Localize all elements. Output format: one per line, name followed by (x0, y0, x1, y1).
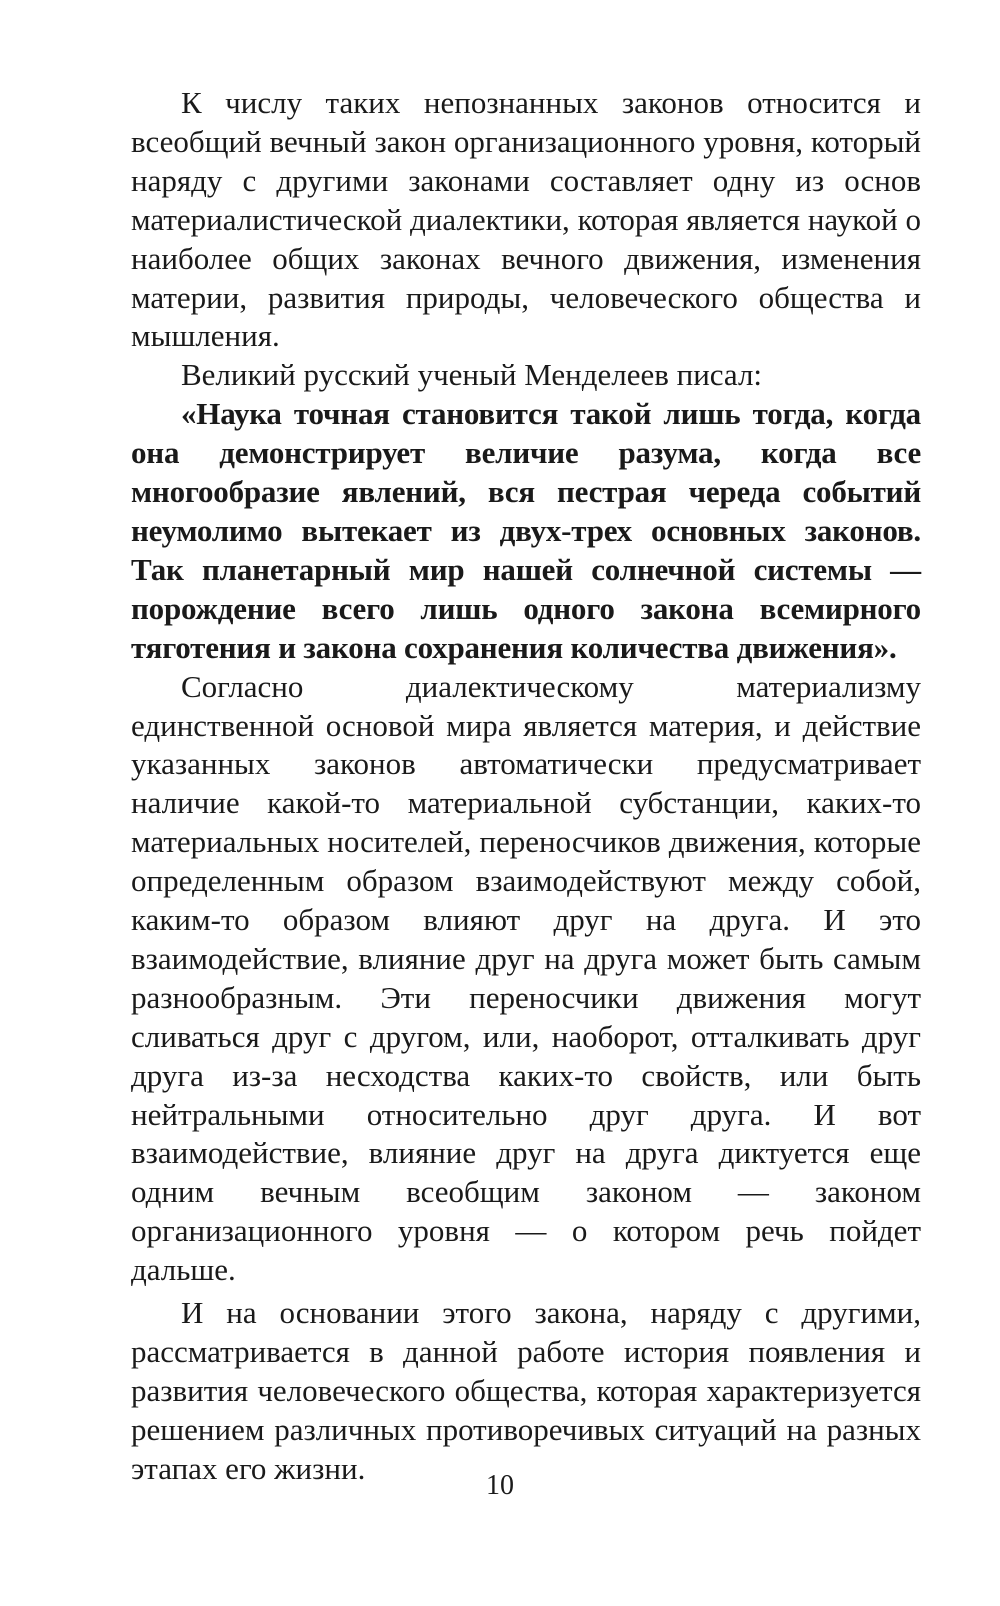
paragraph-laws-intro: К числу таких непознанных законов относится и всеобщий вечный закон организационного уровня, который наряду с другими законами составляет одну из основ материалистической диалектики, которая является наукой о наиболее общих законах вечного движения, изменения материи, развития природы, человеческого общества и мышления. (131, 85, 921, 354)
paragraph-dialectical-materialism: Согласно диалектическому материализму единственной основой мира является материя, и действие указанных законов автоматически предусматривает наличие какой-то материальной субстанции, каких-то материальных носителей, переносчиков движения, которые определенным образом взаимодействуют между собой, каким-то образом влияют друг на друга. И это взаимодействие, влияние друг на друга может быть самым разнообразным. Эти переносчики движения могут сливаться друг с другом, или, наоборот, отталкивать друг друга из-за несходства каких-то свойств, или быть нейтральными относительно друг друга. И вот взаимодействие, влияние друг на друга диктуется еще одним вечным всеобщим законом — законом организационного уровня — о котором речь пойдет дальше. (131, 668, 921, 1288)
page-body-text (131, 84, 921, 1489)
page-number: 10 (486, 1470, 514, 1501)
paragraph-mendeleev-intro: Великий русский ученый Менделеев писал: (181, 357, 763, 393)
paragraph-mendeleev-quote: «Наука точная становится такой лишь тогда, когда она демонстрирует величие разума, когда все многообразие явлений, вся пестрая череда событий неумолимо вытекает из двух-трех основных законов. Так планетарный мир нашей солнечной системы — порождение всего лишь одного закона всемирного тяготения и закона сохранения количества движения». (131, 396, 921, 665)
paragraph-conclusion: И на основании этого закона, наряду с другими, рассматривается в данной работе история появления и развития человеческого общества, которая характеризуется решением различных противоречивых ситуаций на разных этапах его жизни. (131, 1295, 921, 1486)
